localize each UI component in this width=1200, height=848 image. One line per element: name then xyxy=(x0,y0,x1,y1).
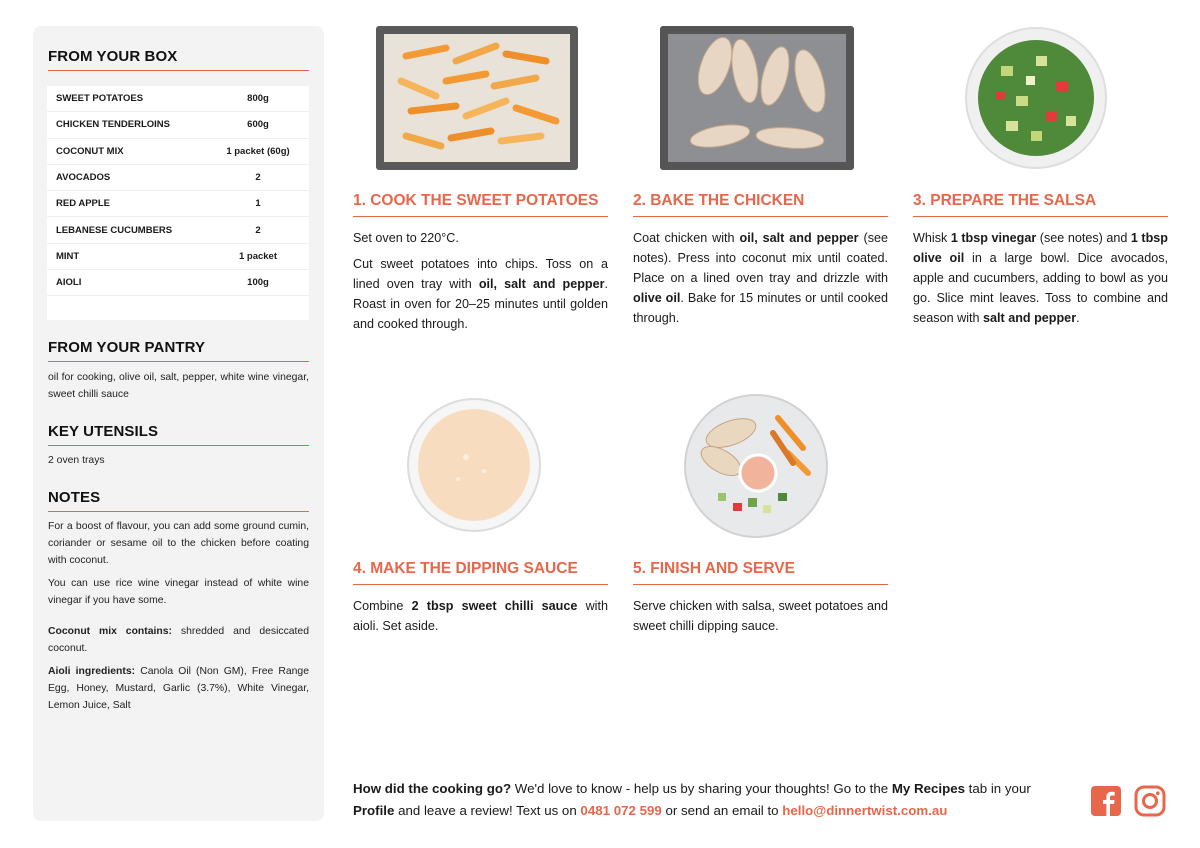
ingredient-qty: 800g xyxy=(247,93,269,105)
ingredient-qty: 600g xyxy=(247,119,269,131)
from-your-pantry-title: FROM YOUR PANTRY xyxy=(48,339,309,362)
ingredient-qty: 2 xyxy=(255,224,261,236)
step-3-body xyxy=(913,228,1168,334)
step-1-oven-text: Set oven to 220°C. xyxy=(353,231,459,245)
step-3-text-e: in a large bowl. Dice avocados, apple and cucumbers, adding to bowl as you go. Slice mint leaves. Toss to combine and season with xyxy=(913,251,1168,325)
step-3-title: 3. PREPARE THE SALSA xyxy=(913,192,1168,217)
step-4-body xyxy=(353,596,608,642)
table-row xyxy=(47,86,309,112)
step-3-text-g: . xyxy=(1076,311,1080,325)
table-row xyxy=(47,270,309,296)
step-2-text-a: Coat chicken with xyxy=(633,231,740,245)
dipping-sauce-image xyxy=(406,397,542,533)
coconut-mix-label: Coconut mix contains: xyxy=(48,626,172,637)
table-row xyxy=(47,165,309,191)
ingredient-qty: 1 xyxy=(255,198,261,210)
footer-text-2: tab in your xyxy=(964,781,1031,796)
step-1-title: 1. COOK THE SWEET POTATOES xyxy=(353,192,608,217)
ingredient-name: COCONUT MIX xyxy=(56,145,124,157)
footer-text-1: We'd love to know - help us by sharing your thoughts! Go to the xyxy=(511,781,892,796)
step-3-text-f: salt and pepper xyxy=(983,311,1077,325)
email-link[interactable]: hello@dinnertwist.com.au xyxy=(782,803,948,818)
step-2-body xyxy=(633,228,888,334)
step-1-body xyxy=(353,228,608,340)
step-1-text-c: . Roast in oven for 20–25 minutes until golden and cooked through. xyxy=(353,277,609,331)
coconut-mix-text: shredded and desiccated coconut. xyxy=(48,626,309,654)
ingredient-name: LEBANESE CUCUMBERS xyxy=(56,224,173,236)
step-5-text: Serve chicken with salsa, sweet potatoes and sweet chilli dipping sauce. xyxy=(633,599,888,633)
ingredient-qty: 1 packet (60g) xyxy=(226,145,290,157)
step-1-text-b: oil, salt and pepper xyxy=(478,277,605,291)
feedback-footer xyxy=(353,778,1073,822)
pantry-text: oil for cooking, olive oil, salt, pepper, white wine vinegar, sweet chilli sauce xyxy=(48,372,309,400)
step-1-text xyxy=(353,254,608,334)
step-4-text-c: with aioli. Set aside. xyxy=(353,599,608,633)
step-4-text-b: 2 tbsp sweet chilli sauce xyxy=(411,599,578,613)
ingredient-name: SWEET POTATOES xyxy=(56,93,144,105)
ingredient-name: MINT xyxy=(56,250,80,262)
notes-paragraph: For a boost of flavour, you can add some ground cumin, coriander or sesame oil to the chicken before coating with coconut. xyxy=(48,521,309,566)
my-recipes-link[interactable]: My Recipes xyxy=(891,781,965,796)
step-3-text-b: 1 tbsp vinegar xyxy=(950,231,1037,245)
step-2-text-e: . Bake for 15 minutes or until cooked through. xyxy=(633,291,888,325)
utensils-text: 2 oven trays xyxy=(48,455,105,466)
step-2-text-b: oil, salt and pepper xyxy=(739,231,859,245)
aioli-text: Canola Oil (Non GM), Free Range Egg, Honey, Mustard, Garlic (3.7%), White Vinegar, Lemon Juice, Salt xyxy=(48,666,309,711)
box-ingredients-table xyxy=(47,86,309,320)
plated-meal-image xyxy=(683,393,829,539)
table-row xyxy=(47,191,309,217)
profile-link[interactable]: Profile xyxy=(353,803,395,818)
step-3-text-d: 1 tbsp olive oil xyxy=(913,231,1169,265)
ingredient-qty: 1 packet xyxy=(238,250,278,262)
step-1-text-a: Cut sweet potatoes into chips. Toss on a lined oven tray with xyxy=(353,257,608,291)
step-4-title: 4. MAKE THE DIPPING SAUCE xyxy=(353,560,608,585)
salsa-bowl-image xyxy=(961,26,1111,170)
table-row xyxy=(47,244,309,270)
ingredient-name: AIOLI xyxy=(56,277,82,289)
ingredients-sidebar xyxy=(33,26,324,821)
step-5-title: 5. FINISH AND SERVE xyxy=(633,560,888,585)
ingredient-name: RED APPLE xyxy=(56,198,111,210)
ingredient-name: CHICKEN TENDERLOINS xyxy=(56,119,171,131)
step-3-text-a: Whisk xyxy=(913,231,951,245)
sweet-potato-tray-image xyxy=(376,26,578,170)
table-row xyxy=(47,112,309,138)
step-4-text xyxy=(353,596,608,636)
step-2-text-c: (see notes). Press into coconut mix until coated. Place on a lined oven tray and drizzle with xyxy=(633,231,889,285)
chicken-tray-image xyxy=(660,26,854,170)
ingredient-qty: 2 xyxy=(255,172,261,184)
ingredient-name: AVOCADOS xyxy=(56,172,111,184)
step-5-body xyxy=(633,596,888,642)
step-2-text xyxy=(633,228,888,328)
from-your-box-title: FROM YOUR BOX xyxy=(48,48,309,71)
ingredient-qty: 100g xyxy=(247,277,269,289)
aioli-note xyxy=(48,663,309,714)
notes-title: NOTES xyxy=(48,489,309,512)
table-row xyxy=(47,139,309,165)
phone-link[interactable]: 0481 072 599 xyxy=(580,803,662,818)
step-4-text-a: Combine xyxy=(353,599,412,613)
footer-question: How did the cooking go? xyxy=(353,781,512,796)
instagram-icon[interactable] xyxy=(1134,785,1166,817)
table-row xyxy=(47,217,309,243)
aioli-label: Aioli ingredients: xyxy=(48,666,136,677)
step-3-text-c: (see notes) and xyxy=(1036,231,1131,245)
step-2-text-d: olive oil xyxy=(633,291,681,305)
step-3-text xyxy=(913,228,1168,328)
notes-body xyxy=(48,518,309,720)
facebook-icon[interactable] xyxy=(1090,785,1122,817)
footer-text-3: and leave a review! Text us on xyxy=(394,803,581,818)
key-utensils-title: KEY UTENSILS xyxy=(48,423,309,446)
coconut-mix-note xyxy=(48,623,309,657)
notes-paragraph: You can use rice wine vinegar instead of white wine vinegar if you have some. xyxy=(48,578,309,606)
step-2-title: 2. BAKE THE CHICKEN xyxy=(633,192,888,217)
footer-text-4: or send an email to xyxy=(661,803,783,818)
